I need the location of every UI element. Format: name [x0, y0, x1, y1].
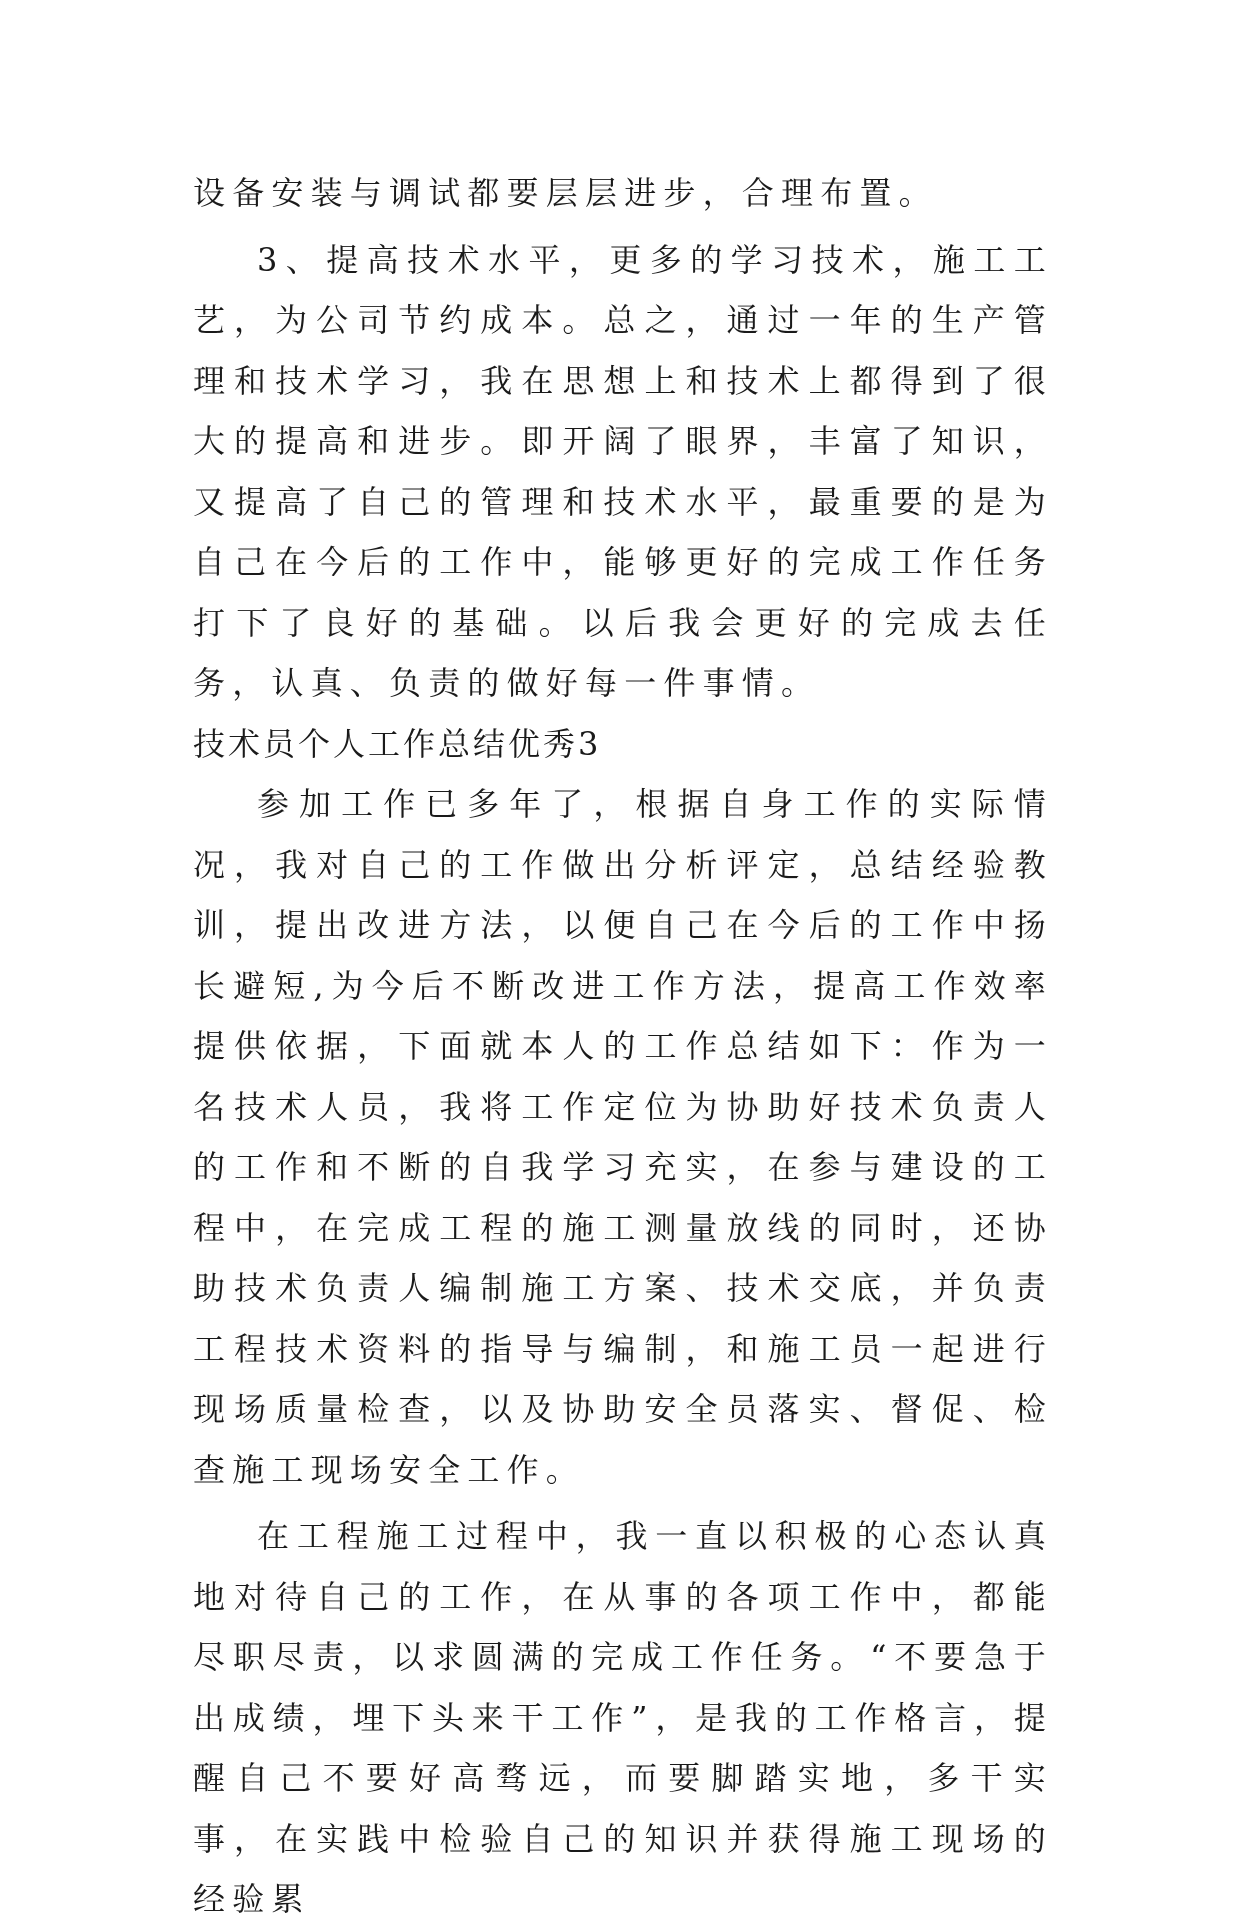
- paragraph-intro: 参加工作已多年了，根据自身工作的实际情况，我对自己的工作做出分析评定，总结经验教训，提出改进方法，以便自己在今后的工作中扬长避短,为今后不断改进工作方法，提高工作效率提供依据，下面就本人的工作总结如下：作为一名技术人员，我将工作定位为协助好技术负责人的工作和不断的自我学习充实，在参与建设的工程中，在完成工程的施工测量放线的同时，还协助技术负责人编制施工方案、技术交底，并负责工程技术资料的指导与编制，和施工员一起进行现场质量检查，以及协助安全员落实、督促、检查施工现场安全工作。: [193, 785, 1053, 1489]
- document-body: [193, 163, 1053, 1930]
- paragraph-item-3: 3、提高技术水平，更多的学习技术，施工工艺，为公司节约成本。总之，通过一年的生产管理和技术学习，我在思想上和技术上都得到了很大的提高和进步。即开阔了眼界，丰富了知识，又提高了自己的管理和技术水平，最重要的是为自己在今后的工作中，能够更好的完成工作任务打下了良好的基础。以后我会更好的完成去任务，认真、负责的做好每一件事情。: [193, 240, 1053, 702]
- section-heading: 技术员个人工作总结优秀3: [193, 724, 602, 763]
- paragraph-process: 在工程施工过程中，我一直以积极的心态认真地对待自己的工作，在从事的各项工作中，都能尽职尽责，以求圆满的完成工作任务。“不要急于出成绩，埋下头来干工作”，是我的工作格言，提醒自己不要好高骛远，而要脚踏实地，多干实事，在实践中检验自己的知识并获得施工现场的经验累: [193, 1517, 1053, 1918]
- paragraph-continuation: 设备安装与调试都要层层进步，合理布置。: [193, 174, 938, 212]
